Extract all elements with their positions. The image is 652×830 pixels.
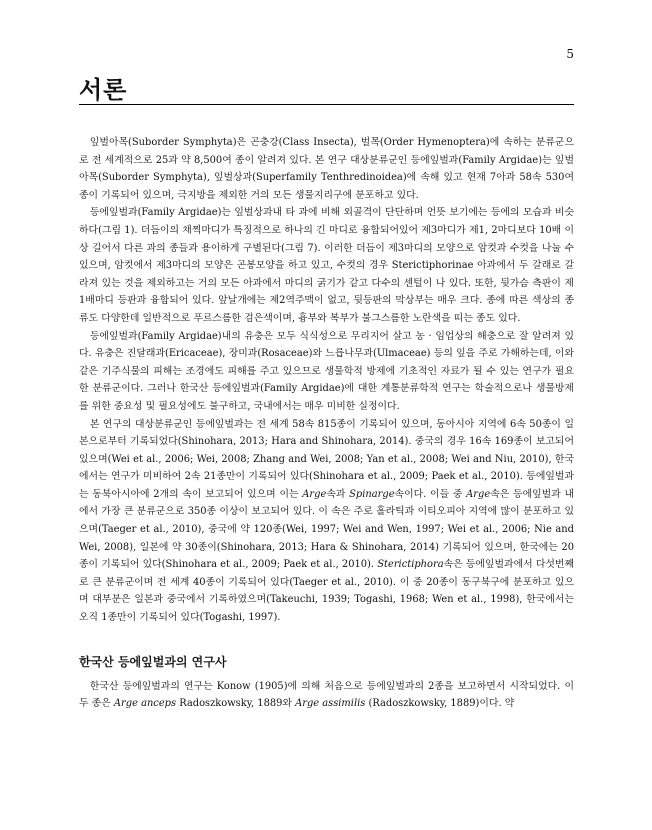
chapter-title: 서론 [79,75,128,104]
paragraph-5-text: 한국산 등에잎벌과의 연구는 Konow (1905)에 의해 처음으로 등에잎벌과의 2종을 보고하면서 시작되었다. 이 두 종은 [79,680,574,710]
body-text [79,134,574,713]
paragraph-4-text: 속은 등에잎벌과에서 다섯번째로 큰 분류군이며 전 세계 40종이 기록되어 있다(Taeger et al., 2010). 이 중 20종이 동구북구에 분포하고 있으며 대부분은 일본과 중국에서 기록하였으며(Takeuchi, 1939; Togashi, 1968; Wen et al., 1998), 한국에서는 오직 1종만이 기록되어 있다(Togashi, 1997). [79,559,574,624]
paragraph-4-text: 본 연구의 대상분류군인 등에잎벌과는 전 세계 58속 815종이 기록되어 있으며, 동아시아 지역에 6속 50종이 일본으로부터 기록되었다(Shinohara, 2013; Hara and Shinohara, 2014). 중국의 경우 16속 169종이 보고되어 있으며(Wei et al., 2006; Wei, 2008; Zhang and Wei, 2008; Yan et al., 2008; Wei and Niu, 2010), 한국에서는 연구가 미비하여 2속 21종만이 기록되어 있다(Shinohara et al., 2009; Paek et al., 2010). 등에잎벌과는 동북아시아에 2개의 속이 보고되어 있으며 이는 [79,418,574,500]
paragraph-3: 등에잎벌과(Family Argidae)내의 유충은 모두 식식성으로 무리지어 살고 농 · 임업상의 해충으로 잘 알려져 있다. 유충은 진달래과(Ericaceae), 장미과(Rosaceae)와 느릅나무과(Ulmaceae) 등의 잎을 주로 가해하는데, 이와 같은 기주식물의 피해는 조경에도 피해를 주고 있으므로 생물학적 방제에 기초적인 자료가 될 수 있는 연구가 필요한 분류군이다. 그러나 한국산 등에잎벌과(Family Argidae)에 대한 계통분류학적 연구는 학술적으로나 생물방제를 위한 중요성 및 필요성에도 불구하고, 국내에서는 매우 미비한 실정이다. [79,330,574,412]
paragraph-1: 잎벌아목(Suborder Symphyta)은 곤충강(Class Insecta), 벌목(Order Hymenoptera)에 속하는 분류군으로 전 세계적으로 25과 약 8,500여 종이 알려져 있다. 본 연구 대상분류군인 등에잎벌과(Family Argidae)는 잎벌아목(Suborder Symphyta), 잎벌상과(Superfamily Tenthredinoidea)에 속해 있고 현재 7아과 58속 530여 종이 기록되어 있으며, 극지방을 제외한 거의 모든 생물지리구에 분포하고 있다. [79,137,574,201]
page-number: 5 [566,47,574,61]
paragraph-4 [79,416,574,627]
genus-spinarge: Spinarge [349,488,395,500]
paragraph-5-text: (Radoszkowsky, 1889)이다. 약 [365,698,515,710]
title-rule [79,104,574,105]
section-heading: 한국산 등에잎벌과의 연구사 [79,654,227,669]
paragraph-4-text: 속과 [326,488,350,500]
genus-sterictiphora: Sterictiphora [377,559,444,571]
paragraph-4-text: 속은 등에잎벌과 내에서 가장 큰 분류군으로 350종 이상이 보고되어 있다. 이 속은 주로 홀라틱과 이티오피아 지역에 많이 분포하고 있으며(Taeger et al., 2010), 중국에 약 120종(Wei, 1997; Wei and Wen, 1997; Wei et al., 2006; Nie and Wei, 2008), 일본에 약 30종이(Shinohara, 2013; Hara & Shinohara, 2014) 기록되어 있으며, 한국에는 20종이 기록되어 있다(Shinohara et al., 2009; Paek et al., 2010). [79,488,575,571]
species-arge-assimilis: Arge assimilis [295,698,366,710]
paragraph-5-text: Radoszkowsky, 1889와 [176,698,296,710]
species-arge-anceps: Arge anceps [113,698,177,710]
paragraph-5 [79,678,574,713]
genus-arge: Arge [302,488,327,500]
paragraph-4-text: 속이다. 이들 중 [394,488,467,500]
genus-arge: Arge [466,488,491,500]
paragraph-2: 등에잎벌과(Family Argidae)는 잎벌상과내 타 과에 비해 외골격이 단단하며 언뜻 보기에는 등에의 모습과 비슷하다(그림 1). 더듬이의 채찍마디가 특징적으로 하나의 긴 마디로 융합되어있어 제3마디가 제1, 2마디보다 10배 이상 길어서 다른 과의 종들과 용이하게 구별된다(그림 7). 이러한 더듬이 제3마디의 모양으로 암컷과 수컷을 나눌 수 있으며, 암컷에서 제3마디의 모양은 곤봉모양을 하고 있고, 수컷의 경우 Sterictiphorinae 아과에서 두 갈래로 갈라져 있는 것을 제외하고는 거의 모든 아과에서 마디의 굵기가 같고 다수의 센털이 나 있다. 또한, 뒷가슴 측판이 제1배마디 등판과 융합되어 있다. 앞날개에는 제2역주맥이 없고, 뒷등판의 막상부는 매우 크다. 종에 따른 색상의 종류도 다양한데 일반적으로 푸르스름한 검은색이며, 흉부와 복부가 불그스름한 노란색을 띠는 종도 있다. [79,207,574,324]
